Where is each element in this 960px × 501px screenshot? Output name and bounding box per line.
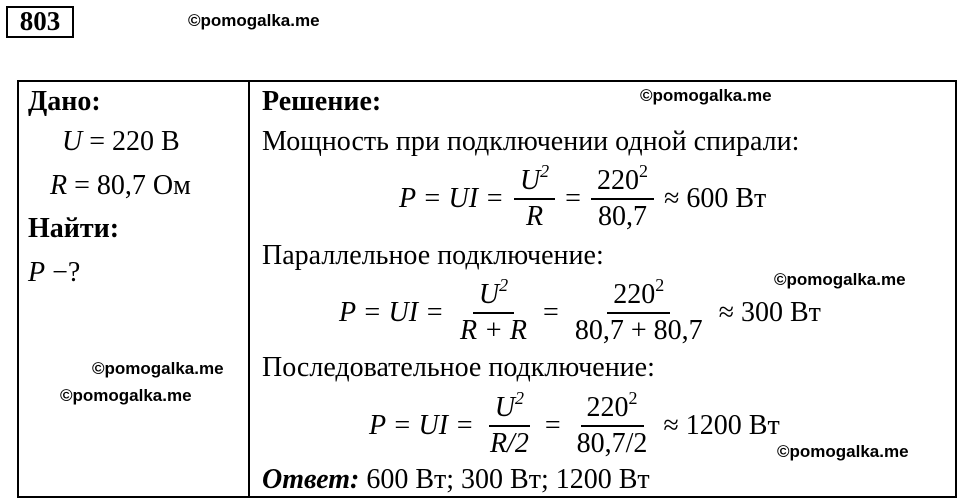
given-voltage	[62, 126, 180, 158]
series-text: Последовательное подключение:	[262, 352, 655, 383]
fraction-denominator: R	[526, 201, 544, 232]
numerator-exponent: 2	[540, 161, 550, 181]
numerator-exponent: 2	[638, 161, 648, 181]
fraction-denominator: R/2	[489, 428, 529, 459]
power-symbol: P	[28, 257, 46, 288]
formula-result: ≈ 1200 Вт	[663, 410, 780, 441]
formula-lhs: P = UI =	[369, 410, 474, 441]
fraction-numerator	[607, 275, 670, 314]
resistance-value: = 80,7 Ом	[67, 170, 191, 201]
formula-result: ≈ 600 Вт	[663, 183, 767, 214]
voltage-value: = 220 В	[82, 126, 180, 157]
numerator-base: 220	[613, 279, 656, 310]
equals-sign: =	[544, 410, 561, 441]
fraction-denominator: R + R	[459, 315, 528, 346]
fraction-numerator	[473, 275, 514, 314]
voltage-symbol: U	[62, 126, 83, 157]
fraction-denominator: 80,7/2	[576, 428, 648, 459]
fraction-symbolic	[454, 275, 533, 348]
solution-heading: Решение:	[262, 86, 382, 117]
fraction-numeric	[569, 275, 709, 348]
watermark: ©pomogalka.me	[188, 11, 320, 30]
equals-sign: =	[543, 297, 559, 328]
fraction-symbolic	[514, 161, 555, 234]
fraction-numerator	[581, 388, 644, 427]
formula-result: ≈ 300 Вт	[718, 297, 821, 328]
parallel-text: Параллельное подключение:	[262, 240, 604, 271]
fraction-numeric	[571, 388, 654, 461]
fraction-symbolic	[484, 388, 535, 461]
answer-line	[262, 464, 650, 496]
equals-sign: =	[565, 183, 581, 214]
numerator-exponent: 2	[628, 388, 638, 408]
formula-parallel	[335, 275, 825, 348]
watermark: ©pomogalka.me	[777, 442, 909, 461]
find-power	[28, 257, 80, 289]
watermark: ©pomogalka.me	[92, 359, 224, 378]
numerator-base: 220	[586, 392, 629, 423]
find-heading: Найти:	[28, 213, 120, 244]
given-resistance	[50, 170, 191, 202]
fraction-numeric	[591, 161, 654, 234]
watermark: ©pomogalka.me	[60, 386, 192, 405]
answer-text: 600 Вт; 300 Вт; 1200 Вт	[359, 464, 650, 495]
table-divider	[248, 80, 250, 498]
numerator-exponent: 2	[655, 275, 665, 295]
numerator-base: U	[478, 279, 500, 310]
find-question: −?	[45, 257, 81, 288]
formula-one-spiral	[395, 161, 770, 234]
fraction-numerator	[489, 388, 530, 427]
watermark: ©pomogalka.me	[640, 86, 772, 105]
numerator-base: U	[494, 392, 515, 423]
resistance-symbol: R	[50, 170, 68, 201]
fraction-numerator	[514, 161, 555, 200]
watermark: ©pomogalka.me	[774, 270, 906, 289]
problem-number: 803	[6, 6, 74, 38]
numerator-base: 220	[596, 165, 639, 196]
fraction-denominator: 80,7 + 80,7	[574, 315, 703, 346]
fraction-denominator: 80,7	[597, 201, 647, 232]
numerator-base: U	[519, 165, 541, 196]
formula-series	[365, 388, 784, 461]
answer-label: Ответ:	[262, 464, 360, 495]
fraction-numerator	[591, 161, 654, 200]
formula-lhs: P = UI =	[339, 297, 444, 328]
formula-lhs: P = UI =	[399, 183, 504, 214]
numerator-exponent: 2	[499, 275, 509, 295]
given-heading: Дано:	[28, 86, 101, 117]
one-spiral-text: Мощность при подключении одной спирали:	[262, 126, 800, 157]
numerator-exponent: 2	[515, 388, 524, 408]
